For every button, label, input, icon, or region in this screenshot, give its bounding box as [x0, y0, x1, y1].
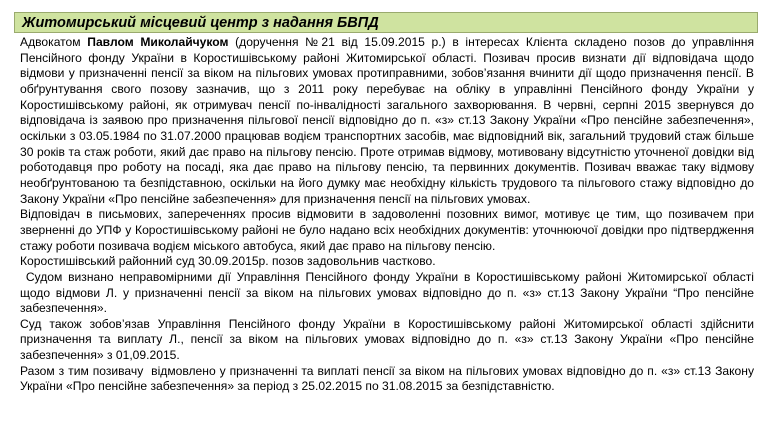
paragraph-court-decision: Коростишівський районний суд 30.09.2015р. позов задовольнив частково.	[20, 254, 436, 269]
section-heading	[14, 12, 758, 33]
paragraph-defendant-objection: Відповідач в письмових, запереченнях просив відмовити в задоволенні позовних вимог, мотивує це тим, що позивачем при зверненні до УПФ у Коростишівському районі не було надано всіх необхідних документів: уточнюючої довідки про підтвердження стажу роботи позивача водієм міського автобуса, який дає право на пільгову пенсію.	[20, 207, 754, 253]
paragraph-court-findings: Судом визнано неправомірними дії Управління Пенсійного фонду України в Коростишівському районі Житомирської області щодо відмови Л. у призначенні пенсії за віком на пільгових умовах відповідно до п. «з» ст.13 Закону України “Про пенсійне забезпечення».	[20, 269, 758, 316]
lawyer-name: Павлом Миколайчуком	[87, 35, 229, 49]
paragraph-lawsuit-text: (доручення №21 від 15.09.2015 р.) в інтересах Клієнта складено позов до управління Пенсійного фонду України в Коростишівському районі Житомирської області. Позивач просив визнати дії відповідача щодо відмови у призначенні пенсії за віком на пільгових умовах протиправними, зобов’язання вчинити дії щодо призначення пенсії. В обґрунтування свого позову зазначив, що з 2011 року перебуває на обліку в управлінні Пенсійного фонду України у Коростишівському районі, як отримувач пенсії по-інвалідності загального захворювання. В червні, серпні 2015 звернувся до відповідача із заявою про призначення пільгової пенсії відповідно до п. «з» ст.13 Закону України «Про пенсійне забезпечення», оскільки з 03.05.1984 по 31.07.2000 працював водієм транспортних засобів, має відповідний вік, загальний трудовий стаж більше 30 років та стаж роботи, який дає право на пільгову пенсію. Проте отримав відмову, мотивовану відсутністю уточненої довідки від роботодавця про роботу на посаді, яка дає право на пільгову пенсію, та первинних документів. Позивач вважає таку відмову необґрунтованою та безпідставною, оскільки на його думку має необхідну кількість трудового та пільгового стажу відповідно до Закону України «Про пенсійне забезпечення» для призначення пенсії на пільгових умовах.	[20, 35, 754, 206]
paragraph-court-obligation: Суд також зобов’язав Управління Пенсійного фонду України в Коростишівському районі Житомирської області здійснити призначення та виплату Л., пенсії за віком на пільгових умовах відповідно до п. «з» ст.13 Закону України «Про пенсійне забезпечення» з 01,09.2015.	[20, 316, 754, 363]
paragraph-partial-refusal: Разом з тим позивачу відмовлено у призначенні та виплаті пенсії за віком на пільгових умовах відповідно до п. «з» ст.13 Закону України «Про пенсійне забезпечення» за період з 25.02.2015 по 31.08.2015 за безпідставністю.	[20, 363, 758, 394]
paragraph-lawsuit	[20, 35, 754, 207]
article-body	[20, 35, 758, 395]
paragraph-prefix: Адвокатом	[20, 35, 88, 49]
heading-text: Житомирський місцевий центр з надання БВПД	[22, 14, 379, 31]
